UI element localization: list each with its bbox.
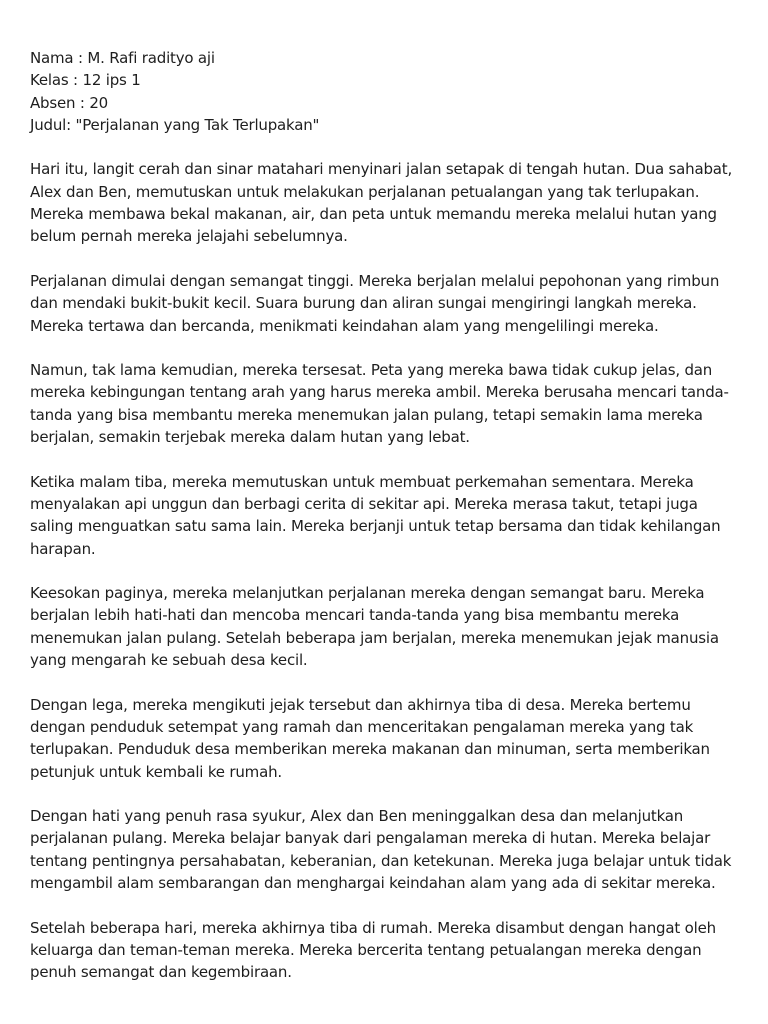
document-header <box>30 47 742 136</box>
paragraph: Namun, tak lama kemudian, mereka tersesat. Peta yang mereka bawa tidak cukup jelas, dan mereka kebingungan tentang arah yang harus mereka ambil. Mereka berusaha mencari tanda-tanda yang bisa membantu mereka menemukan jalan pulang, tetapi semakin lama mereka berjalan, semakin terjebak mereka dalam hutan yang lebat. <box>30 361 729 447</box>
document-body <box>30 47 742 983</box>
student-class: Kelas : 12 ips 1 <box>30 71 141 90</box>
paragraph: Setelah beberapa hari, mereka akhirnya tiba di rumah. Mereka disambut dengan hangat oleh keluarga dan teman-teman mereka. Mereka bercerita tentang petualangan mereka dengan penuh semangat dan kegembiraan. <box>30 918 716 982</box>
paragraph: Ketika malam tiba, mereka memutuskan untuk membuat perkemahan sementara. Mereka menyalakan api unggun dan berbagi cerita di sekitar api. Mereka merasa takut, tetapi juga saling menguatkan satu sama lain. Mereka berjanji untuk tetap bersama dan tidak kehilangan harapan. <box>30 472 721 558</box>
paragraph: Hari itu, langit cerah dan sinar matahari menyinari jalan setapak di tengah hutan. Dua sahabat, Alex dan Ben, memutuskan untuk melakukan perjalanan petualangan yang tak terlupakan. Mereka membawa bekal makanan, air, dan peta untuk memandu mereka melalui hutan yang belum pernah mereka jelajahi sebelumnya. <box>30 160 733 246</box>
student-absence-number: Absen : 20 <box>30 93 109 112</box>
paragraph: Dengan lega, mereka mengikuti jejak tersebut dan akhirnya tiba di desa. Mereka bertemu dengan penduduk setempat yang ramah dan menceritakan pengalaman mereka yang tak terlupakan. Penduduk desa memberikan mereka makanan dan minuman, serta memberikan petunjuk untuk kembali ke rumah. <box>30 695 710 781</box>
paragraph: Dengan hati yang penuh rasa syukur, Alex dan Ben meninggalkan desa dan melanjutkan perjalanan pulang. Mereka belajar banyak dari pengalaman mereka di hutan. Mereka belajar tentang pentingnya persahabatan, keberanian, dan ketekunan. Mereka juga belajar untuk tidak mengambil alam sembarangan dan menghargai keindahan alam yang ada di sekitar mereka. <box>30 807 732 892</box>
student-name: Nama : M. Rafi radityo aji <box>30 49 215 67</box>
paragraph: Perjalanan dimulai dengan semangat tinggi. Mereka berjalan melalui pepohonan yang rimbun dan mendaki bukit-bukit kecil. Suara burung dan aliran sungai mengiringi langkah mereka. Mereka tertawa dan bercanda, menikmati keindahan alam yang mengelilingi mereka. <box>30 271 720 335</box>
story-title: Judul: "Perjalanan yang Tak Terlupakan" <box>30 115 320 134</box>
paragraph: Keesokan paginya, mereka melanjutkan perjalanan mereka dengan semangat baru. Mereka berjalan lebih hati-hati dan mencoba mencari tanda-tanda yang bisa membantu mereka menemukan jalan pulang. Setelah beberapa jam berjalan, mereka menemukan jejak manusia yang mengarah ke sebuah desa kecil. <box>30 584 719 670</box>
